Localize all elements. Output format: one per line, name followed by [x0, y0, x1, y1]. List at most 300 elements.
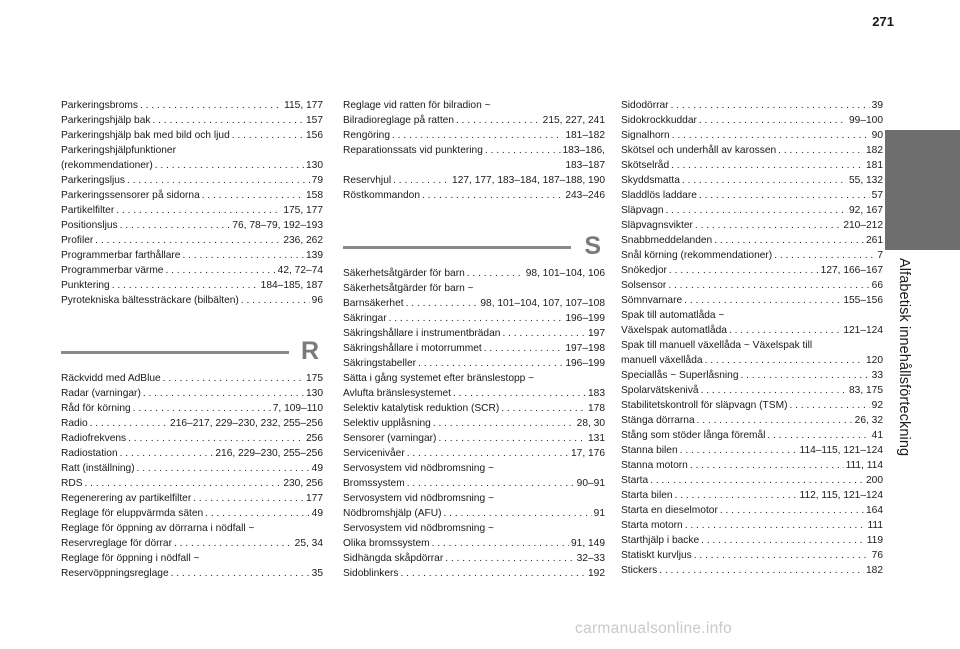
index-entry: [621, 263, 883, 278]
index-entry-pages: 197–198: [565, 343, 605, 354]
index-entry: [61, 188, 323, 203]
index-entry-pages: 182: [866, 145, 883, 156]
index-entry: [343, 311, 605, 326]
index-entry: [343, 401, 605, 416]
index-entry-pages: 120: [866, 355, 883, 366]
index-entry-pages: 236, 262: [283, 235, 323, 246]
index-entry: [61, 371, 323, 386]
dot-leader: [116, 203, 281, 218]
dot-leader: [502, 326, 586, 341]
index-entry: [61, 293, 323, 308]
index-entry: [61, 536, 323, 551]
index-entry-pages: 98, 101–104, 107, 107–108: [480, 298, 605, 309]
dot-leader: [143, 386, 304, 401]
index-entry: [621, 473, 883, 488]
index-entry-term: Radar (varningar): [61, 388, 141, 399]
dot-leader: [432, 536, 569, 551]
index-entry-pages: 76: [871, 550, 883, 561]
dot-leader: [650, 473, 864, 488]
index-entry: [61, 278, 323, 293]
index-entry: [621, 233, 883, 248]
index-entry: [621, 368, 883, 383]
index-entry: [343, 416, 605, 431]
index-entry: [61, 158, 323, 173]
index-entry-pages: 256: [306, 433, 323, 444]
dot-leader: [155, 158, 304, 173]
index-entry: [61, 98, 323, 113]
index-entry-term: Säkringstabeller: [343, 358, 417, 369]
index-entry: [61, 113, 323, 128]
dot-leader: [392, 128, 563, 143]
dot-leader: [672, 128, 870, 143]
index-entry: [621, 218, 883, 233]
dot-leader: [659, 563, 864, 578]
index-entry-term: Spak till automatlåda ~: [621, 310, 725, 321]
index-entry-term: Servicenivåer: [343, 448, 405, 459]
index-entry-term: Starthjälp i backe: [621, 535, 700, 546]
index-entry: [61, 551, 323, 566]
index-entry: [61, 386, 323, 401]
index-entry: [621, 248, 883, 263]
index-entry: [621, 518, 883, 533]
index-entry-pages: 200: [866, 475, 883, 486]
index-entry-pages: 90: [871, 130, 883, 141]
index-entry-pages: 17, 176: [571, 448, 605, 459]
index-entry-pages: 175: [306, 373, 323, 384]
index-entry-term: Bromssystem: [343, 478, 405, 489]
index-entry-term: Växelspak automatlåda: [621, 325, 727, 336]
index-entry: [621, 413, 883, 428]
index-entry-term: Starta motorn: [621, 520, 683, 531]
index-entry-pages: 92, 167: [849, 205, 883, 216]
index-section: [343, 98, 605, 203]
index-entry-term: Servosystem vid nödbromsning ~: [343, 493, 494, 504]
index-entry-pages: 92: [871, 400, 883, 411]
index-entry: [61, 248, 323, 263]
dot-leader: [699, 188, 870, 203]
index-entry-term: Sidokrockkuddar: [621, 115, 697, 126]
dot-leader: [671, 98, 870, 113]
index-entry-pages: 111: [867, 520, 883, 531]
dot-leader: [774, 248, 875, 263]
index-entry-pages: 91: [593, 508, 605, 519]
dot-leader: [95, 233, 281, 248]
index-entry: [61, 491, 323, 506]
dot-leader: [484, 341, 564, 356]
index-entry: [343, 536, 605, 551]
index-entry-pages: 35: [311, 568, 323, 579]
index-entry-term: Ratt (inställning): [61, 463, 135, 474]
dot-leader: [685, 518, 866, 533]
index-entry: [343, 506, 605, 521]
dot-leader: [140, 98, 282, 113]
dot-leader: [669, 263, 819, 278]
dot-leader: [778, 143, 864, 158]
dot-leader: [690, 458, 844, 473]
index-entry: [343, 98, 605, 113]
index-entry-term: Parkeringsljus: [61, 175, 125, 186]
index-entry-term: Stabilitetskontroll för släpvagn (TSM): [621, 400, 788, 411]
index-entry-pages: 42, 72–74: [277, 265, 323, 276]
dot-leader: [133, 401, 271, 416]
index-entry-pages: 127, 177, 183–184, 187–188, 190: [452, 175, 605, 186]
dot-leader: [202, 188, 304, 203]
index-entry: [621, 293, 883, 308]
index-entry-pages: 216–217, 229–230, 232, 255–256: [170, 418, 323, 429]
index-entry-term: Släpvagn: [621, 205, 664, 216]
index-entry-pages: 76, 78–79, 192–193: [232, 220, 323, 231]
index-entry-term: Snål körning (rekommendationer): [621, 250, 773, 261]
index-entry-pages: 28, 30: [576, 418, 605, 429]
chapter-tab: [885, 130, 960, 250]
index-entry-term: Profiler: [61, 235, 94, 246]
index-entry-pages: 139: [306, 250, 323, 261]
index-entry: [343, 266, 605, 281]
index-entry-pages: 177: [306, 493, 323, 504]
index-entry-pages: 7: [877, 250, 883, 261]
dot-leader: [152, 113, 304, 128]
index-entry: [621, 458, 883, 473]
dot-leader: [684, 293, 841, 308]
index-entry-pages: 158: [306, 190, 323, 201]
index-entry: [61, 203, 323, 218]
index-entry: [61, 218, 323, 233]
dot-leader: [767, 428, 869, 443]
index-entry-pages: 112, 115, 121–124: [799, 490, 883, 501]
index-entry-term: Positionsljus: [61, 220, 118, 231]
index-entry: [621, 278, 883, 293]
index-entry: [61, 476, 323, 491]
dot-leader: [682, 173, 847, 188]
index-entry-pages: 192: [588, 568, 605, 579]
chapter-label-text: Alfabetisk innehållsförteckning: [896, 258, 912, 457]
dot-leader: [699, 113, 847, 128]
dot-leader: [171, 566, 310, 581]
dot-leader: [433, 416, 575, 431]
index-entry: [61, 416, 323, 431]
index-entry-term: Reglage för öppning av dörrarna i nödfall ~: [61, 523, 255, 534]
dot-leader: [401, 566, 587, 581]
index-entry-pages: 127, 166–167: [820, 265, 883, 276]
section-header: [61, 337, 323, 371]
index-entry-term: Parkeringssensorer på sidorna: [61, 190, 200, 201]
index-entry-pages: 98, 101–104, 106: [525, 268, 605, 279]
index-entry: [343, 371, 605, 386]
index-entry-pages: 196–199: [565, 358, 605, 369]
dot-leader: [705, 353, 864, 368]
index-entry: [621, 338, 883, 353]
dot-leader: [668, 278, 869, 293]
dot-leader: [163, 371, 304, 386]
index-entry: [621, 308, 883, 323]
chapter-label: [894, 258, 912, 508]
index-entry-pages: 157: [306, 115, 323, 126]
dot-leader: [393, 173, 450, 188]
index-entry: [343, 326, 605, 341]
index-entry-term: (rekommendationer): [61, 160, 153, 171]
dot-leader: [407, 476, 575, 491]
index-entry-term: Radiostation: [61, 448, 118, 459]
dot-leader: [695, 218, 841, 233]
index-entry-term: Säkringshållare i motorrummet: [343, 343, 482, 354]
index-entry-term: Reservreglage för dörrar: [61, 538, 172, 549]
index-entry: [61, 446, 323, 461]
index-entry: [61, 263, 323, 278]
index-entry-term: Släpvagnsvikter: [621, 220, 693, 231]
index-entry-term: Parkeringsbroms: [61, 100, 138, 111]
dot-leader: [697, 413, 853, 428]
index-entry-term: Stänga dörrarna: [621, 415, 695, 426]
index-entry-term: Nödbromshjälp (AFU): [343, 508, 442, 519]
index-entry-pages: 111, 114: [845, 460, 883, 471]
index-entry: [61, 401, 323, 416]
index-entry-term: Servosystem vid nödbromsning ~: [343, 523, 494, 534]
index-entry-pages: 181–182: [565, 130, 605, 141]
index-entry: [343, 431, 605, 446]
index-entry-pages: 178: [588, 403, 605, 414]
index-entry: [621, 533, 883, 548]
index-entry: [61, 173, 323, 188]
dot-leader: [90, 416, 168, 431]
index-column-3: [621, 98, 883, 578]
index-entry-term: Säkringshållare i instrumentbrädan: [343, 328, 501, 339]
index-entry: [621, 383, 883, 398]
index-entry: [621, 428, 883, 443]
index-entry-term: Avlufta bränslesystemet: [343, 388, 451, 399]
index-entry-term: Programmerbar farthållare: [61, 250, 181, 261]
index-entry-pages: 33: [871, 370, 883, 381]
index-entry-term: Spolarvätskenivå: [621, 385, 699, 396]
dot-leader: [456, 113, 541, 128]
index-entry-term: Räckvidd med AdBlue: [61, 373, 161, 384]
index-entry: [343, 296, 605, 311]
index-entry: [621, 188, 883, 203]
dot-leader: [453, 386, 586, 401]
index-entry-pages: 39: [871, 100, 883, 111]
index-entry-term: Solsensor: [621, 280, 667, 291]
dot-leader: [120, 218, 231, 233]
index-entry-term: RDS: [61, 478, 83, 489]
index-entry: [343, 491, 605, 506]
index-entry-term: Stanna motorn: [621, 460, 688, 471]
index-entry-pages: 230, 256: [283, 478, 323, 489]
index-entry-pages: 215, 227, 241: [542, 115, 605, 126]
index-entry: [343, 476, 605, 491]
index-entry: [621, 113, 883, 128]
dot-leader: [789, 398, 869, 413]
index-entry-term: Snabbmeddelanden: [621, 235, 713, 246]
dot-leader: [720, 503, 864, 518]
index-entry-term: Bilradioreglage på ratten: [343, 115, 455, 126]
index-entry-pages: 181: [866, 160, 883, 171]
index-entry-pages: 183–187: [565, 160, 605, 171]
index-entry: [343, 281, 605, 296]
dot-leader: [112, 278, 259, 293]
index-entry-pages: 210–212: [843, 220, 883, 231]
index-entry-pages: 66: [871, 280, 883, 291]
index-entry-term: Säkringar: [343, 313, 387, 324]
dot-leader: [714, 233, 864, 248]
index-entry-pages: 156: [306, 130, 323, 141]
index-entry-term: manuell växellåda: [621, 355, 703, 366]
index-entry: [621, 503, 883, 518]
index-entry: [621, 323, 883, 338]
index-entry-term: Rengöring: [343, 130, 391, 141]
index-entry: [343, 143, 605, 158]
index-entry: [343, 461, 605, 476]
dot-leader: [741, 368, 870, 383]
index-entry-pages: 197: [588, 328, 605, 339]
dot-leader: [467, 266, 524, 281]
index-entry-term: Radio: [61, 418, 88, 429]
index-entry-term: Starta: [621, 475, 649, 486]
section-letter: S: [584, 232, 601, 260]
section-divider: [343, 246, 571, 249]
dot-leader: [675, 488, 798, 503]
index-entry: [343, 173, 605, 188]
index-entry: [621, 563, 883, 578]
index-entry-pages: 182: [866, 565, 883, 576]
index-entry: [621, 488, 883, 503]
dot-leader: [137, 461, 310, 476]
index-entry-pages: 119: [866, 535, 883, 546]
index-entry-term: Reglage vid ratten för bilradion ~: [343, 100, 491, 111]
index-entry-term: Sidhängda skåpdörrar: [343, 553, 444, 564]
index-column-2: [343, 98, 605, 581]
index-entry-term: Reglage för öppning i nödfall ~: [61, 553, 200, 564]
index-entry: [61, 506, 323, 521]
dot-leader: [438, 431, 586, 446]
index-section-r: [61, 337, 323, 581]
index-entry-term: Stickers: [621, 565, 658, 576]
index-entry: [621, 398, 883, 413]
index-entry-term: Servosystem vid nödbromsning ~: [343, 463, 494, 474]
index-entry-pages: 164: [866, 505, 883, 516]
dot-leader: [680, 443, 798, 458]
index-entry: [61, 233, 323, 248]
index-entry-pages: 55, 132: [849, 175, 883, 186]
index-entry: [621, 203, 883, 218]
index-entry-term: Regenerering av partikelfilter: [61, 493, 192, 504]
index-entry-pages: 184–185, 187: [260, 280, 323, 291]
section-header: [343, 232, 605, 266]
index-entry: [61, 431, 323, 446]
index-entry-term: Starta en dieselmotor: [621, 505, 718, 516]
index-entry-term: Parkeringshjälp bak: [61, 115, 151, 126]
index-entry: [61, 521, 323, 536]
dot-leader: [127, 173, 310, 188]
dot-leader: [193, 491, 304, 506]
index-entry-pages: 155–156: [843, 295, 883, 306]
index-entry-pages: 183–186,: [562, 145, 605, 156]
index-entry-term: Sätta i gång systemet efter bränslestopp ~: [343, 373, 535, 384]
index-entry-pages: 243–246: [565, 190, 605, 201]
index-entry-term: Snökedjor: [621, 265, 667, 276]
index-entry-term: Selektiv upplåsning: [343, 418, 431, 429]
index-entry-pages: 49: [311, 508, 323, 519]
dot-leader: [694, 548, 870, 563]
index-entry-pages: 196–199: [565, 313, 605, 324]
index-entry-term: Spak till manuell växellåda ~ Växelspak till: [621, 340, 813, 351]
index-entry-term: Barnsäkerhet: [343, 298, 404, 309]
dot-leader: [485, 143, 561, 158]
index-entry: [343, 356, 605, 371]
index-section: [61, 98, 323, 308]
section-divider: [61, 351, 289, 354]
index-entry: [343, 341, 605, 356]
index-section-s: [343, 232, 605, 581]
index-entry-term: Reparationssats vid punktering: [343, 145, 483, 156]
index-entry-term: Starta bilen: [621, 490, 673, 501]
index-entry-term: Skyddsmatta: [621, 175, 680, 186]
dot-leader: [729, 323, 841, 338]
dot-leader: [406, 296, 479, 311]
index-entry-pages: 216, 229–230, 255–256: [215, 448, 323, 459]
index-entry: [621, 128, 883, 143]
dot-leader: [444, 506, 592, 521]
index-entry-pages: 90–91: [576, 478, 605, 489]
index-entry-term: Partikelfilter: [61, 205, 115, 216]
index-entry-pages: 130: [306, 388, 323, 399]
index-entry: [621, 173, 883, 188]
section-letter: R: [300, 337, 319, 365]
index-entry-term: Stång som stöder långa föremål: [621, 430, 766, 441]
dot-leader: [501, 401, 586, 416]
index-entry-pages: 7, 109–110: [272, 403, 323, 414]
dot-leader: [165, 263, 275, 278]
dot-leader: [232, 128, 304, 143]
index-entry: [61, 461, 323, 476]
index-entry: [343, 551, 605, 566]
index-entry-pages: 99–100: [849, 115, 883, 126]
dot-leader: [701, 533, 865, 548]
index-entry-term: Råd för körning: [61, 403, 131, 414]
index-entry-pages: 79: [311, 175, 323, 186]
index-entry-term: Signalhorn: [621, 130, 670, 141]
dot-leader: [701, 383, 847, 398]
dot-leader: [120, 446, 214, 461]
index-section: [621, 98, 883, 578]
index-entry-pages: 91, 149: [571, 538, 605, 549]
index-entry: [621, 443, 883, 458]
dot-leader: [389, 311, 564, 326]
index-entry: [343, 113, 605, 128]
index-entry: [61, 566, 323, 581]
dot-leader: [445, 551, 574, 566]
index-entry-term: Säkerhetsåtgärder för barn ~: [343, 283, 474, 294]
dot-leader: [182, 248, 304, 263]
index-entry-term: Olika bromssystem: [343, 538, 430, 549]
index-entry-term: Statiskt kurvljus: [621, 550, 692, 561]
index-entry-pages: 32–33: [576, 553, 605, 564]
dot-leader: [85, 476, 282, 491]
index-entry-term: Selektiv katalytisk reduktion (SCR): [343, 403, 500, 414]
index-entry: [343, 446, 605, 461]
index-entry-pages: 131: [588, 433, 605, 444]
watermark: carmanualsonline.info: [575, 620, 733, 637]
index-entry-pages: 25, 34: [294, 538, 323, 549]
index-entry-term: Parkeringshjälpfunktioner: [61, 145, 176, 156]
dot-leader: [665, 203, 847, 218]
dot-leader: [422, 188, 563, 203]
index-entry-pages: 96: [311, 295, 323, 306]
index-entry-term: Sömnvarnare: [621, 295, 683, 306]
dot-leader: [241, 293, 310, 308]
index-entry-term: Parkeringshjälp bak med bild och ljud: [61, 130, 230, 141]
index-entry: [621, 158, 883, 173]
index-entry: [621, 98, 883, 113]
dot-leader: [407, 446, 569, 461]
